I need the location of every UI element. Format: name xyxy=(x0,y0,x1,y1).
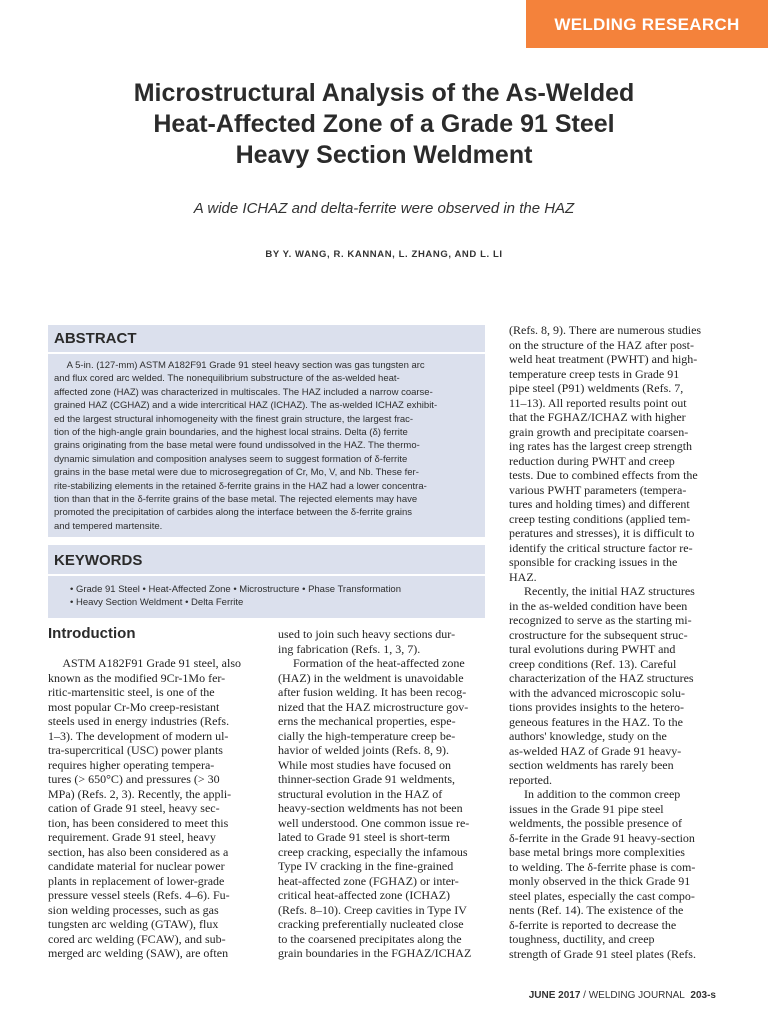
body-text-line: temperature creep tests in Grade 91 xyxy=(509,366,680,381)
keywords-divider xyxy=(48,574,485,576)
body-text-line: sion welding processes, such as gas xyxy=(48,902,219,917)
body-text-line: weld heat treatment (PWHT) and high- xyxy=(509,352,698,366)
body-text-line: In addition to the common creep xyxy=(509,787,681,801)
body-text-line: Recently, the initial HAZ structures xyxy=(509,584,695,598)
abstract-line: tion of the high-angle grain boundaries, and the highest local strains. Delta (δ) ferrite xyxy=(54,427,408,439)
body-text-line: critical heat-affected zone (ICHAZ) xyxy=(278,888,451,902)
body-text-line: toughness, ductility, and creep xyxy=(509,932,655,946)
body-text-line: creep cracking, especially the infamous xyxy=(278,844,468,859)
body-text-line: While most studies have focused on xyxy=(278,757,451,772)
article-title xyxy=(60,78,708,171)
body-text-line: tural evolutions during PWHT and xyxy=(509,642,676,656)
body-text-line: creep testing conditions (applied tem- xyxy=(509,511,691,526)
body-text-line: well understood. One common issue re- xyxy=(278,815,470,830)
body-text-line: 11–13). All reported results point out xyxy=(509,395,687,410)
body-text-line: section weldments has rarely been xyxy=(509,758,674,772)
keywords-list xyxy=(70,583,401,610)
body-text-line: Type IV cracking in the fine-grained xyxy=(278,859,454,873)
body-text-line: heavy-section weldments has not been xyxy=(278,801,463,815)
body-text-line: peratures and stresses), it is difficult to xyxy=(509,526,695,540)
body-text-line: δ-ferrite is reported to decrease the xyxy=(509,917,677,932)
body-text-line: tures and holding times) and different xyxy=(509,497,690,511)
keywords-line: • Grade 91 Steel • Heat-Affected Zone • Microstructure • Phase Transformation xyxy=(70,584,402,595)
body-text-line: creep conditions (Ref. 13). Careful xyxy=(509,656,677,671)
abstract-divider xyxy=(48,352,485,354)
keywords-line: • Heavy Section Weldment • Delta Ferrite xyxy=(70,597,244,609)
body-text-line: (Refs. 8–10). Creep cavities in Type IV xyxy=(278,902,467,917)
body-text-line: various PWHT parameters (tempera- xyxy=(509,482,687,497)
body-text-line: most popular Cr-Mo creep-resistant xyxy=(48,699,220,714)
body-text-line: nized that the HAZ microstructure gov- xyxy=(278,699,469,714)
body-text-line: on the structure of the HAZ after post- xyxy=(509,337,694,352)
keywords-heading: KEYWORDS xyxy=(54,552,143,569)
body-text-line: heat-affected zone (FGHAZ) or inter- xyxy=(278,873,459,888)
abstract-line: A 5-in. (127-mm) ASTM A182F91 Grade 91 steel heavy section was gas tungsten arc xyxy=(54,360,425,371)
body-text-line: with the advanced microscopic solu- xyxy=(509,685,685,700)
body-text-line: structural evolution in the HAZ of xyxy=(278,786,443,801)
abstract-heading: ABSTRACT xyxy=(54,330,137,347)
abstract-box xyxy=(48,325,485,537)
body-text-line: characterization of the HAZ structures xyxy=(509,671,694,685)
body-text-line: as-welded HAZ of Grade 91 heavy- xyxy=(509,743,682,758)
body-text-line: monly observed in the thick Grade 91 xyxy=(509,874,691,888)
body-text-line: sponsible for cracking issues in the xyxy=(509,555,678,569)
abstract-line: and tempered martensite. xyxy=(54,520,163,532)
body-text-line: tra-supercritical (USC) power plants xyxy=(48,743,223,757)
title-line: Microstructural Analysis of the As-Welded xyxy=(133,79,635,107)
body-text-line: crostructure for the subsequent struc- xyxy=(509,627,688,642)
body-text-line: known as the modified 9Cr-1Mo fer- xyxy=(48,670,226,685)
body-text-line: erns the mechanical properties, espe- xyxy=(278,714,456,728)
body-text-line: (Refs. 8, 9). There are numerous studies xyxy=(509,323,702,337)
abstract-line: dynamic simulation and composition analyses seem to suggest formation of δ-ferrite xyxy=(54,453,408,465)
body-text-line: candidate material for nuclear power xyxy=(48,859,225,873)
body-text-line: ing fabrication (Refs. 1, 3, 7). xyxy=(278,641,421,656)
body-text-line: ing rates has the largest creep strength xyxy=(509,439,693,453)
body-text-line: tures (> 650°C) and pressures (> 30 xyxy=(48,772,220,786)
body-text-line: authors' knowledge, study on the xyxy=(509,729,667,743)
footer-separator: / xyxy=(580,990,589,1001)
body-text-line: tests. Due to combined effects from the xyxy=(509,468,698,482)
body-text-line: nents (Ref. 14). The existence of the xyxy=(509,903,684,917)
body-text-line: base metal brings more complexities xyxy=(509,845,685,859)
body-text-line: recognized to serve as the starting mi- xyxy=(509,613,692,627)
abstract-line: tion than that in the δ-ferrite grains of the base metal. The rejected elements may have xyxy=(54,494,418,506)
body-text-line: identify the critical structure factor re- xyxy=(509,540,693,555)
body-text-line: in the as-welded condition have been xyxy=(509,598,688,613)
abstract-line: promoted the precipitation of carbides along the interface between the δ-ferrite grains xyxy=(54,507,413,519)
body-text-line: havior of welded joints (Refs. 8, 9). xyxy=(278,743,449,757)
body-text-line: δ-ferrite in the Grade 91 heavy-section xyxy=(509,830,695,845)
abstract-line: grains originating from the base metal were found undissolved in the HAZ. The thermo- xyxy=(54,440,420,452)
title-line: Heat-Affected Zone of a Grade 91 Steel xyxy=(153,110,615,138)
body-text-line: that the FGHAZ/ICHAZ with higher xyxy=(509,410,686,424)
body-text-line: reduction during PWHT and creep xyxy=(509,453,675,468)
body-text-line: issues in the Grade 91 pipe steel xyxy=(509,801,664,816)
body-text-line: plants in replacement of lower-grade xyxy=(48,873,225,888)
body-column-1 xyxy=(48,656,263,961)
body-column-2 xyxy=(278,627,493,961)
body-text-line: cation of Grade 91 steel, heavy sec- xyxy=(48,801,220,815)
body-text-line: after fusion welding. It has been recog- xyxy=(278,685,467,699)
body-text-line: tions provides insights to the hetero- xyxy=(509,700,684,714)
body-text-line: tungsten arc welding (GTAW), flux xyxy=(48,917,219,931)
body-text-line: tion, has been considered to meet this xyxy=(48,815,229,830)
body-text-line: grain growth and precipitate coarsen- xyxy=(509,424,689,439)
body-text-line: weldments, the possible presence of xyxy=(509,816,682,830)
body-text-line: reported. xyxy=(509,772,552,787)
keywords-box xyxy=(48,545,485,618)
abstract-line: rite-stabilizing elements in the retained δ-ferrite grains in the HAZ had a lower concentra- xyxy=(54,480,427,492)
body-text-line: steel plates, especially the cast compo- xyxy=(509,888,695,903)
footer-journal: WELDING JOURNAL xyxy=(588,990,685,1001)
body-text-line: section, has also been considered as a xyxy=(48,844,229,859)
introduction-heading: Introduction xyxy=(48,625,136,642)
body-text-line: ritic-martensitic steel, is one of the xyxy=(48,685,215,699)
abstract-line: and flux cored arc welded. The nonequilibrium substructure of the as-welded heat- xyxy=(54,373,400,385)
body-text-line: cially the high-temperature creep be- xyxy=(278,728,456,743)
body-text-line: requires higher operating tempera- xyxy=(48,757,215,772)
body-text-line: pressure vessel steels (Refs. 4–6). Fu- xyxy=(48,888,230,902)
body-text-line: thinner-section Grade 91 weldments, xyxy=(278,772,456,786)
body-text-line: (HAZ) in the weldment is unavoidable xyxy=(278,670,464,685)
body-text-line: requirement. Grade 91 steel, heavy xyxy=(48,830,216,844)
abstract-text xyxy=(54,359,478,533)
body-text-line: strength of Grade 91 steel plates (Refs. xyxy=(509,946,696,961)
body-text-line: grain boundaries in the FGHAZ/ICHAZ xyxy=(278,946,472,960)
abstract-line: ed the largest structural inhomogeneity with the finest grain structure, the largest frac- xyxy=(54,413,414,425)
body-text-line: lated to Grade 91 steel is short-term xyxy=(278,830,450,844)
body-text-line: cored arc welding (FCAW), and sub- xyxy=(48,931,226,946)
body-text-line: used to join such heavy sections dur- xyxy=(278,627,456,641)
footer-date: JUNE 2017 xyxy=(528,990,581,1001)
footer-page-number: 203-s xyxy=(690,990,716,1001)
title-line: Heavy Section Weldment xyxy=(235,141,533,169)
abstract-line: affected zone (HAZ) was characterized in multiscales. The HAZ included a narrow coarse- xyxy=(54,386,433,398)
body-text-line: Formation of the heat-affected zone xyxy=(278,656,465,670)
body-text-line: 1–3). The development of modern ul- xyxy=(48,728,229,743)
body-text-line: steels used in energy industries (Refs. xyxy=(48,714,230,728)
body-text-line: pipe steel (P91) weldments (Refs. 7, xyxy=(509,381,684,395)
body-text-line: merged arc welding (SAW), are often xyxy=(48,946,229,960)
article-subtitle: A wide ICHAZ and delta-ferrite were observed in the HAZ xyxy=(193,200,575,217)
body-text-line: MPa) (Refs. 2, 3). Recently, the appli- xyxy=(48,786,232,801)
body-text-line: HAZ. xyxy=(509,569,537,584)
body-text-line: cracking preferentially nucleated close xyxy=(278,917,464,931)
abstract-line: grained HAZ (CGHAZ) and a wide intercritical HAZ (ICHAZ). The as-welded ICHAZ exhibit- xyxy=(54,400,438,412)
section-banner: WELDING RESEARCH xyxy=(526,0,768,48)
body-text-line: to welding. The δ-ferrite phase is com- xyxy=(509,859,696,874)
body-text-line: geneous features in the HAZ. To the xyxy=(509,714,683,729)
page-footer xyxy=(529,990,716,1001)
body-text-line: to the coarsened precipitates along the xyxy=(278,931,462,946)
abstract-line: grains in the base metal were due to microsegregation of Cr, Mo, V, and Nb. These fer- xyxy=(54,467,419,479)
body-column-3 xyxy=(509,323,724,961)
body-text-line: ASTM A182F91 Grade 91 steel, also xyxy=(48,656,241,670)
author-byline: BY Y. WANG, R. KANNAN, L. ZHANG, AND L. LI xyxy=(265,249,503,260)
